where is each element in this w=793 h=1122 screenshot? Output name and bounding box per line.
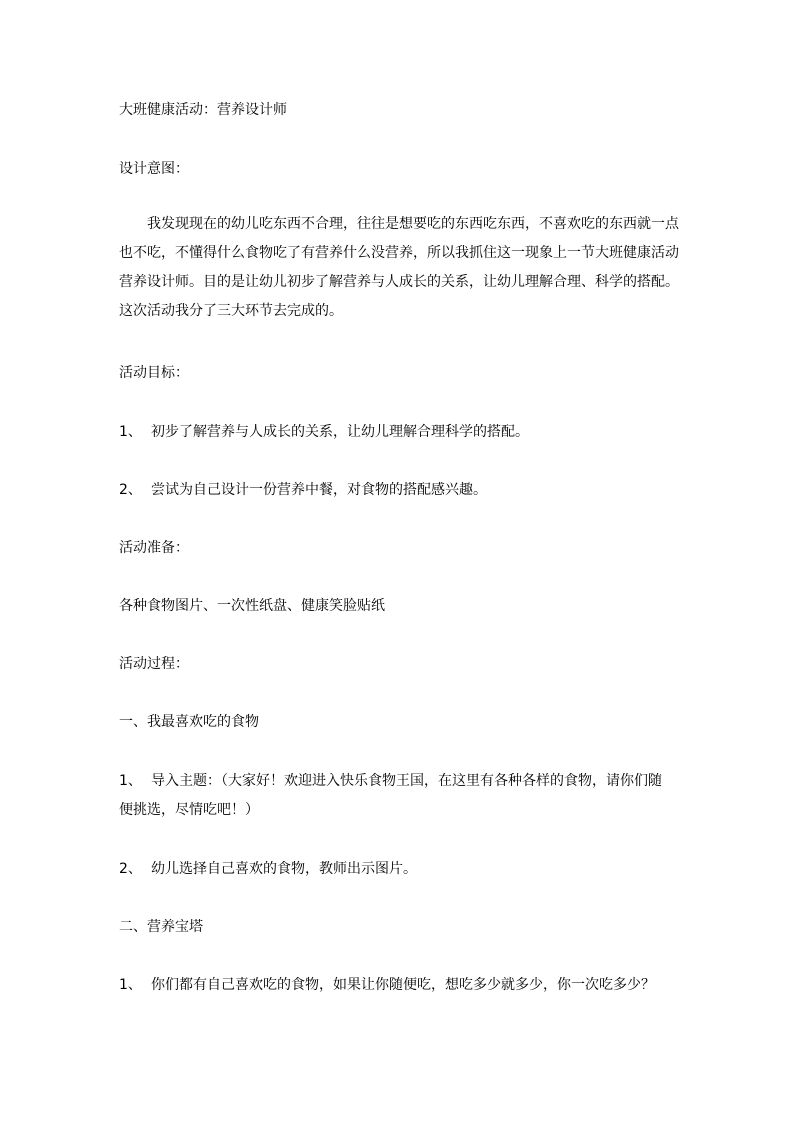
process-item	[119, 772, 662, 790]
design-intent-line: 也不吃，不懂得什么食物吃了有营养什么没营养，所以我抓住这一现象上一节大班健康活动	[119, 245, 679, 261]
process-item	[119, 860, 417, 878]
process-item	[119, 976, 655, 994]
goal-item	[119, 423, 529, 441]
document-title: 大班健康活动：营养设计师	[119, 102, 287, 118]
section-heading: 一、我最喜欢吃的食物	[119, 714, 259, 730]
goal-number: 1、	[119, 424, 142, 440]
goal-item	[119, 481, 487, 499]
item-text: 导入主题：（大家好！欢迎进入快乐食物王国，在这里有各种各样的食物，请你们随	[151, 773, 662, 789]
item-number: 2、	[119, 861, 142, 877]
item-number: 1、	[119, 977, 142, 993]
goal-text: 初步了解营养与人成长的关系，让幼儿理解合理科学的搭配。	[151, 424, 529, 440]
item-text: 你们都有自己喜欢吃的食物，如果让你随便吃，想吃多少就多少，你一次吃多少？	[151, 977, 655, 993]
item-number: 1、	[119, 773, 142, 789]
prep-heading: 活动准备：	[119, 540, 189, 556]
design-intent-heading: 设计意图：	[119, 161, 189, 177]
prep-text: 各种食物图片、一次性纸盘、健康笑脸贴纸	[119, 598, 385, 614]
design-intent-line: 这次活动我分了三大环节去完成的。	[119, 303, 343, 319]
goal-number: 2、	[119, 482, 142, 498]
process-item-continuation: 便挑选，尽情吃吧！）	[119, 802, 259, 818]
goal-text: 尝试为自己设计一份营养中餐，对食物的搭配感兴趣。	[151, 482, 487, 498]
process-heading: 活动过程：	[119, 656, 189, 672]
goals-heading: 活动目标：	[119, 365, 189, 381]
design-intent-line: 营养设计师。目的是让幼儿初步了解营养与人成长的关系，让幼儿理解合理、科学的搭配。	[119, 274, 679, 290]
section-heading: 二、营养宝塔	[119, 919, 203, 935]
item-text: 幼儿选择自己喜欢的食物，教师出示图片。	[151, 861, 417, 877]
design-intent-line: 我发现现在的幼儿吃东西不合理，往往是想要吃的东西吃东西，不喜欢吃的东西就一点	[147, 216, 679, 232]
